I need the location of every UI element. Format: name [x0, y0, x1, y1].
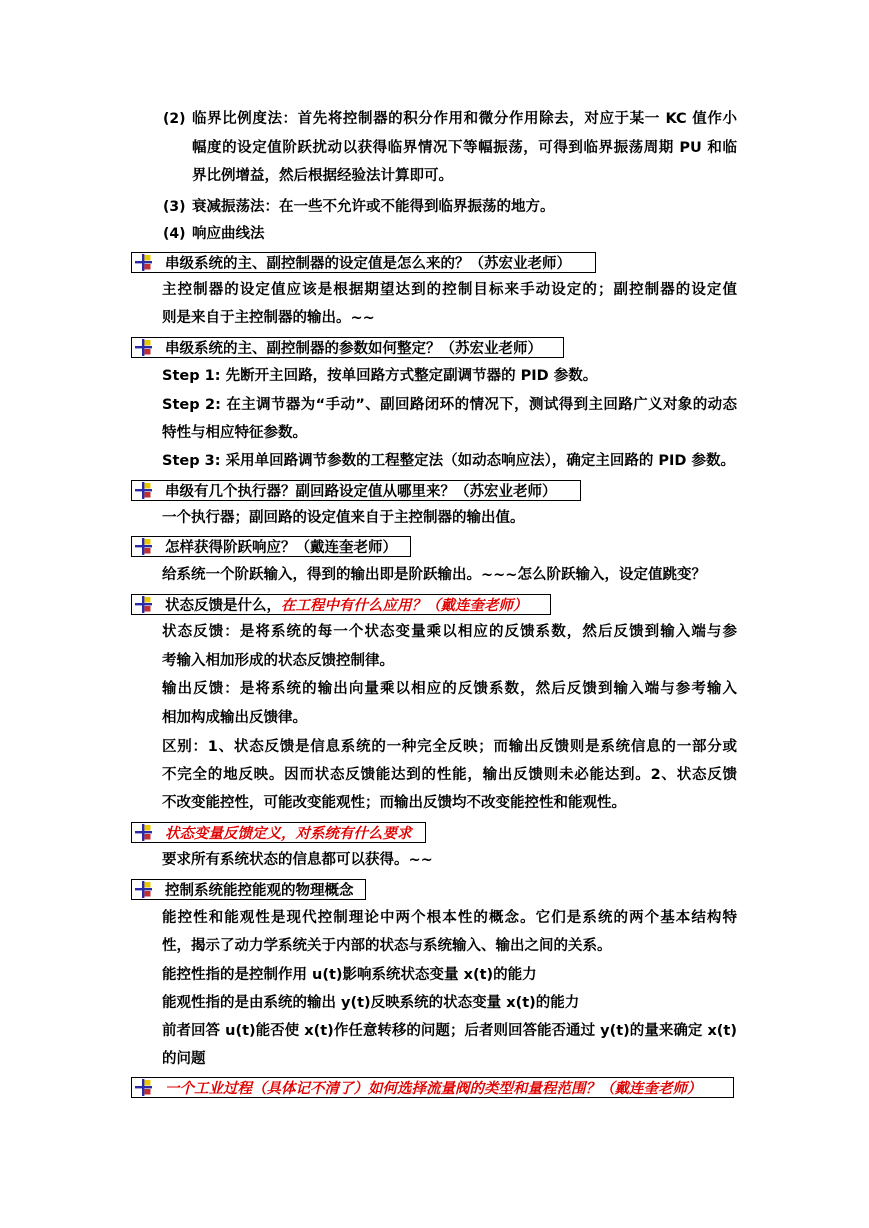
question-heading	[131, 879, 366, 900]
answer-line: 区别：1、状态反馈是信息系统的一种完全反映；而输出反馈则是系统信息的一部分或	[162, 739, 737, 755]
item-number: (4)	[163, 226, 186, 242]
paragraph-line: 界比例增益，然后根据经验法计算即可。	[192, 168, 453, 184]
answer-line: 能观性指的是由系统的输出 y(t)反映系统的状态变量 x(t)的能力	[162, 995, 580, 1011]
question-title-highlight: 在工程中有什么应用？（戴连奎老师）	[281, 598, 528, 614]
paragraph-line: 幅度的设定值阶跃扰动以获得临界情况下等幅振荡，可得到临界振荡周期 PU 和临	[192, 140, 737, 156]
step-line: 特性与相应特征参数。	[162, 425, 307, 441]
flag-bullet-icon	[134, 253, 154, 272]
answer-line: 不改变能控性，可能改变能观性；而输出反馈均不改变能控性和能观性。	[162, 795, 626, 811]
question-heading	[131, 594, 551, 615]
step-line	[162, 451, 735, 471]
question-title: 怎样获得阶跃响应？（戴连奎老师）	[165, 540, 397, 556]
paragraph-line: 响应曲线法	[192, 226, 265, 242]
flag-bullet-icon	[134, 537, 154, 556]
flag-bullet-icon	[134, 880, 154, 899]
answer-line: 能控性和能观性是现代控制理论中两个根本性的概念。它们是系统的两个基本结构特	[162, 910, 737, 926]
answer-line: 前者回答 u(t)能否使 x(t)作任意转移的问题；后者则回答能否通过 y(t)的量来确定 x(t)	[162, 1023, 737, 1039]
step-line	[162, 395, 737, 415]
question-heading	[131, 252, 596, 273]
answer-line: 能控性指的是控制作用 u(t)影响系统状态变量 x(t)的能力	[162, 967, 537, 983]
question-heading	[131, 1077, 734, 1098]
answer-line: 输出反馈：是将系统的输出向量乘以相应的反馈系数，然后反馈到输入端与参考输入	[162, 681, 737, 697]
question-heading	[131, 536, 411, 557]
question-heading	[131, 337, 564, 358]
answer-line: 不完全的地反映。因而状态反馈能达到的性能，输出反馈则未必能达到。2、状态反馈	[162, 767, 737, 783]
step-label: Step 3:	[162, 453, 221, 469]
answer-line: 的问题	[162, 1051, 206, 1067]
question-title: 控制系统能控能观的物理概念	[165, 883, 354, 899]
step-text: 采用单回路调节参数的工程整定法（如动态响应法），确定主回路的 PID 参数。	[225, 453, 735, 469]
answer-line: 考输入相加形成的状态反馈控制律。	[162, 653, 394, 669]
question-heading	[131, 822, 426, 843]
item-number: (3)	[163, 199, 186, 215]
question-heading	[131, 480, 581, 501]
question-title: 状态变量反馈定义，对系统有什么要求	[165, 826, 412, 842]
item-number: (2)	[163, 111, 186, 127]
paragraph-line: 衰减振荡法：在一些不允许或不能得到临界振荡的地方。	[192, 199, 555, 215]
answer-line: 一个执行器；副回路的设定值来自于主控制器的输出值。	[162, 510, 525, 526]
answer-line: 状态反馈：是将系统的每一个状态变量乘以相应的反馈系数，然后反馈到输入端与参	[162, 624, 737, 640]
step-label: Step 1:	[162, 368, 221, 384]
paragraph-line: 临界比例度法：首先将控制器的积分作用和微分作用除去，对应于某一 KC 值作小	[192, 111, 737, 127]
flag-bullet-icon	[134, 823, 154, 842]
step-text: 在主调节器为“手动”、副回路闭环的情况下，测试得到主回路广义对象的动态	[226, 397, 737, 413]
answer-line: 给系统一个阶跃输入，得到的输出即是阶跃输出。~~~怎么阶跃输入，设定值跳变？	[162, 567, 706, 583]
flag-bullet-icon	[134, 1078, 154, 1097]
answer-line: 则是来自于主控制器的输出。~~	[162, 310, 375, 326]
step-text: 先断开主回路，按单回路方式整定副调节器的 PID 参数。	[225, 368, 598, 384]
answer-line: 性，揭示了动力学系统关于内部的状态与系统输入、输出之间的关系。	[162, 938, 612, 954]
question-title: 串级系统的主、副控制器的参数如何整定？（苏宏业老师）	[165, 341, 542, 357]
step-line	[162, 366, 597, 386]
flag-bullet-icon	[134, 481, 154, 500]
question-title: 一个工业过程（具体记不清了）如何选择流量阀的类型和量程范围？（戴连奎老师）	[165, 1081, 702, 1097]
answer-line: 要求所有系统状态的信息都可以获得。~~	[162, 852, 433, 868]
question-title: 串级有几个执行器？副回路设定值从哪里来？（苏宏业老师）	[165, 484, 557, 500]
question-title: 串级系统的主、副控制器的设定值是怎么来的？（苏宏业老师）	[165, 256, 571, 272]
question-title: 状态反馈是什么，	[165, 598, 281, 614]
answer-line: 主控制器的设定值应该是根据期望达到的控制目标来手动设定的；副控制器的设定值	[162, 282, 737, 298]
step-label: Step 2:	[162, 397, 221, 413]
flag-bullet-icon	[134, 338, 154, 357]
flag-bullet-icon	[134, 595, 154, 614]
answer-line: 相加构成输出反馈律。	[162, 710, 307, 726]
